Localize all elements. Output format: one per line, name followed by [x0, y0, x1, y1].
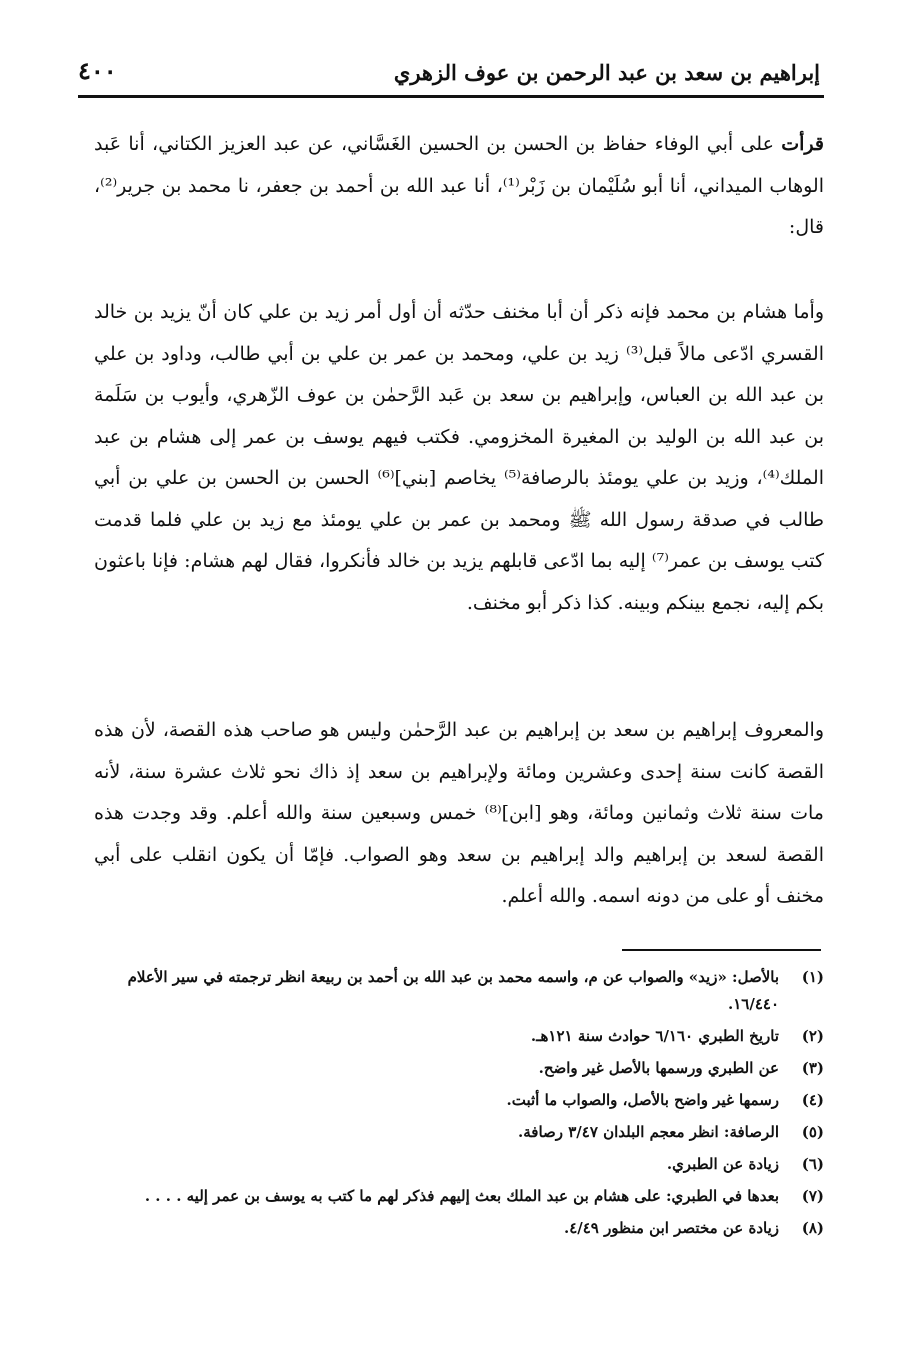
- page-header: [78, 52, 820, 92]
- footnote-number: (٧): [801, 1187, 824, 1205]
- footnote-text: الرصافة: انظر معجم البلدان ٣/٤٧ رصافة.: [518, 1123, 779, 1141]
- footnote-item: [92, 1023, 824, 1050]
- footnote-item: [92, 1119, 824, 1146]
- footnote-number: (١): [801, 968, 824, 986]
- footnote-item: [92, 1087, 824, 1114]
- footnote-text: زيادة عن مختصر ابن منظور ٤/٤٩.: [563, 1219, 779, 1237]
- page-number: ٤٠٠: [78, 56, 117, 85]
- footnote-text: تاريخ الطبري ٦/١٦٠ حوادث سنة ١٢١هـ.: [530, 1027, 779, 1045]
- footnote-number: (٢): [801, 1027, 824, 1045]
- footnote-number: (٣): [801, 1059, 824, 1077]
- footnote-text: بالأصل: «زيد» والصواب عن م، واسمه محمد بن عبد الله بن أحمد بن ربيعة انظر ترجمته في سير الأعلام ١٦/٤٤٠.: [127, 968, 779, 1013]
- running-title: إبراهيم بن سعد بن عبد الرحمن بن عوف الزهري: [393, 60, 820, 85]
- paragraph-text: على أبي الوفاء حفاظ بن الحسن بن الحسين الغَسَّاني، عن عبد العزيز الكتاني، أنا عَبد الوهاب الميداني، أنا أبو سُلَيْمان بن زَبْر⁽¹⁾، أنا عبد الله بن أحمد بن جعفر، نا محمد بن جرير⁽²⁾، قال:: [94, 133, 824, 238]
- footnote-text: زيادة عن الطبري.: [666, 1155, 779, 1173]
- footnote-text: رسمها غير واضح بالأصل، والصواب ما أثبت.: [506, 1091, 779, 1109]
- footnote-number: (٤): [801, 1091, 824, 1109]
- footnote-separator: [622, 949, 821, 951]
- footnote-item: [92, 1183, 824, 1210]
- paragraph-lead: قرأت: [781, 133, 824, 155]
- paragraph-text: وأما هشام بن محمد فإنه ذكر أن أبا مخنف حدّثه أن أول أمر زيد بن علي كان أنّ يزيد بن خالد القسري ادّعى مالاً قبل⁽³⁾ زيد بن علي، ومحمد بن عمر بن علي بن أبي طالب، وداود بن علي بن عبد الله بن العباس، وإبراهيم بن سعد بن عَبد الرَّحمٰن بن عوف الزّهري، وأيوب بن سَلَمة بن عبد الله بن الوليد بن المغيرة المخزومي. فكتب فيهم يوسف بن عمر إلى هشام بن عبد الملك⁽⁴⁾، وزيد بن علي يومئذ بالرصافة⁽⁵⁾ يخاصم [بني]⁽⁶⁾ الحسن بن الحسن بن علي بن أبي طالب في صدقة رسول الله ﷺ ومحمد بن عمر بن علي يومئذ مع زيد بن علي فلما قدمت كتب يوسف بن عمر⁽⁷⁾ إليه بما ادّعى قابلهم يزيد بن خالد فأنكروا، فقال لهم هشام: فإنا باعثون بكم إليه، نجمع بينكم وبينه. كذا ذكر أبو مخنف.: [94, 301, 824, 614]
- header-rule: [78, 95, 824, 98]
- footnote-number: (٦): [801, 1155, 824, 1173]
- footnote-number: (٥): [801, 1123, 824, 1141]
- footnotes-list: [92, 964, 824, 1247]
- paragraph-1: [94, 124, 824, 249]
- paragraph-text: والمعروف إبراهيم بن سعد بن إبراهيم بن عبد الرَّحمٰن وليس هو صاحب هذه القصة، لأن هذه القصة كانت سنة إحدى وعشرين ومائة ولإبراهيم بن سعد إذ ذاك نحو ثلاث عشرة سنة، لأنه مات سنة ثلاث وثمانين ومائة، وهو [ابن]⁽⁸⁾ خمس وسبعين سنة والله أعلم. وقد وجدت هذه القصة لسعد بن إبراهيم والد إبراهيم بن سعد وهو الصواب. فإمّا أن يكون انقلب على أبي مخنف أو على من دونه اسمه. والله أعلم.: [94, 719, 824, 907]
- footnote-text: عن الطبري ورسمها بالأصل غير واضح.: [538, 1059, 779, 1077]
- footnote-item: [92, 1055, 824, 1082]
- paragraph-2: [94, 292, 824, 624]
- footnote-item: [92, 1215, 824, 1242]
- paragraph-3: [94, 710, 824, 918]
- footnote-item: [92, 1151, 824, 1178]
- footnote-item: [92, 964, 824, 1018]
- footnote-number: (٨): [801, 1219, 824, 1237]
- footnote-text: بعدها في الطبري: على هشام بن عبد الملك بعث إليهم فذكر لهم ما كتب به يوسف بن عمر إليه . . . .: [144, 1187, 779, 1205]
